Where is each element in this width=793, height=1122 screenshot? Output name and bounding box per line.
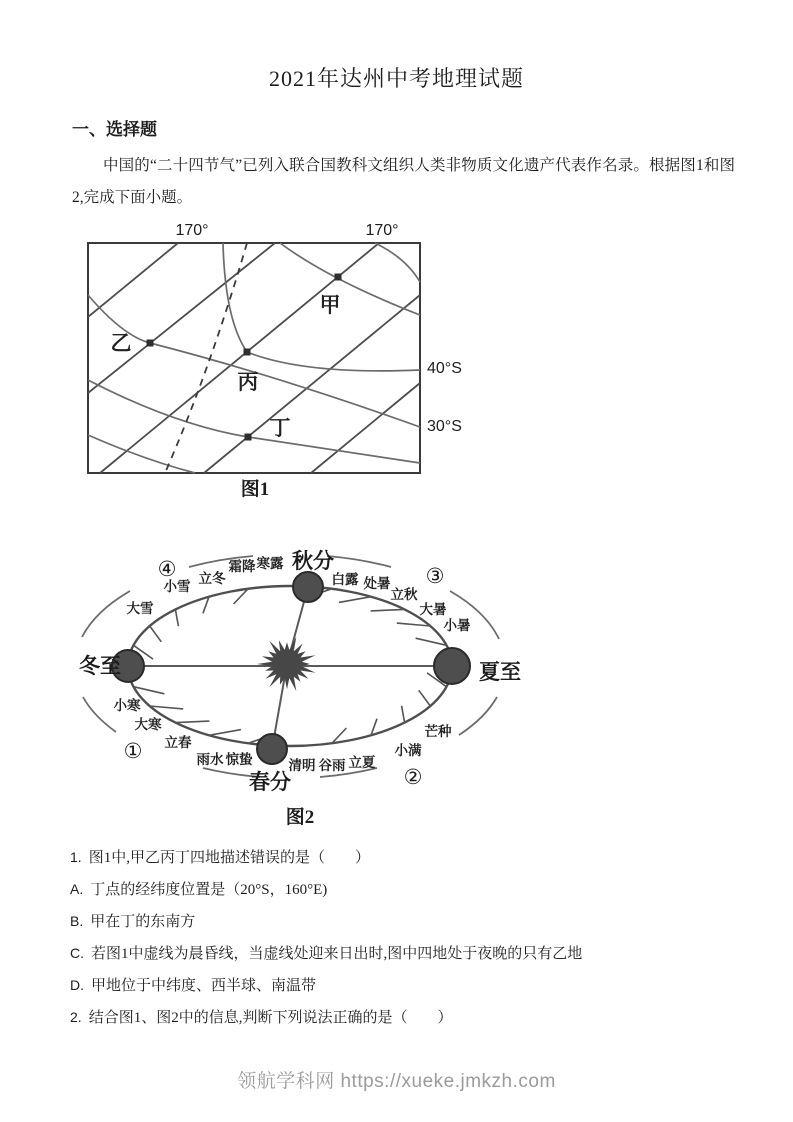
term-xiaoshu: 小暑 <box>443 618 471 633</box>
term-lidong: 立冬 <box>198 571 226 586</box>
point-marker-yi <box>147 340 154 347</box>
option-c-label: C. <box>70 945 84 961</box>
term-lixia: 立夏 <box>348 755 376 770</box>
option-a-text: 丁点的经纬度位置是（20°S，160°E) <box>90 882 328 898</box>
badge-1: ① <box>123 739 143 763</box>
point-marker-bing <box>244 349 251 356</box>
option-b-label: B. <box>70 913 84 929</box>
figure2-svg <box>55 536 615 804</box>
figure2-caption: 图2 <box>285 807 315 828</box>
term-liqiu: 立秋 <box>390 587 418 602</box>
option-d-label: D. <box>70 977 84 993</box>
option-d-text: 甲地位于中纬度、西半球、南温带 <box>91 978 317 994</box>
question-2 <box>70 1006 735 1029</box>
question-1-option-d <box>70 974 735 997</box>
section-heading: 一、选择题 <box>72 120 157 139</box>
figure1-caption: 图1 <box>240 479 270 500</box>
meridian-line <box>88 243 178 317</box>
term-bailu: 白露 <box>331 572 359 587</box>
term-dahan: 大寒 <box>134 717 162 732</box>
label-winter-solstice: 冬至 <box>79 654 121 678</box>
parallel-arc <box>280 243 420 315</box>
term-guyu: 谷雨 <box>318 758 346 773</box>
page-title: 2021年达州中考地理试题 <box>268 66 524 91</box>
sun-icon <box>257 637 316 691</box>
parallel-arc <box>375 243 420 282</box>
question-1-option-c <box>70 942 735 965</box>
parallel-arc-30s <box>88 295 420 427</box>
guide-arc <box>327 556 391 567</box>
figure1-svg <box>75 220 475 478</box>
term-xiaoxue: 小雪 <box>163 579 191 594</box>
figure2-orbit <box>55 536 793 804</box>
guide-arc <box>83 697 116 732</box>
term-dashu: 大暑 <box>419 602 447 617</box>
question-2-number: 2. <box>70 1009 82 1025</box>
term-hanlu: 寒露 <box>256 556 284 571</box>
question-1 <box>70 846 735 869</box>
question-1-option-b <box>70 910 735 933</box>
latitude-label-40s: 40°S <box>427 360 462 377</box>
term-lichun: 立春 <box>164 735 192 750</box>
question-1-option-a <box>70 878 735 901</box>
term-chushu: 处暑 <box>363 576 391 591</box>
term-daxue: 大雪 <box>126 601 154 616</box>
label-spring-equinox: 春分 <box>249 770 291 794</box>
point-label-jia: 甲 <box>319 293 341 317</box>
badge-4: ④ <box>157 557 177 581</box>
term-xiaoman: 小满 <box>394 743 422 758</box>
option-b-text: 甲在丁的东南方 <box>90 914 196 930</box>
earth-spring-equinox-icon <box>257 734 287 764</box>
term-qingming: 清明 <box>288 758 316 773</box>
point-marker-ding <box>245 434 252 441</box>
label-autumn-equinox: 秋分 <box>292 549 334 573</box>
parallel-arcs <box>88 243 420 473</box>
meridian-line <box>311 383 420 473</box>
badge-3: ③ <box>425 564 445 588</box>
watermark: 领航学科网 https://xueke.jmkzh.com <box>237 1071 556 1092</box>
intro-paragraph: 中国的“二十四节气”已列入联合国教科文组织人类非物质文化遗产代表作名录。根据图1和图2,完成下面小题。 <box>72 157 735 206</box>
point-marker-jia <box>335 274 342 281</box>
longitude-label-right: 170° <box>365 222 399 239</box>
term-mangzhong: 芒种 <box>424 724 452 739</box>
guide-arc <box>82 591 130 637</box>
term-jingzhe: 惊蛰 <box>225 752 253 767</box>
question-1-number: 1. <box>70 849 82 865</box>
earth-autumn-equinox-icon <box>293 572 323 602</box>
figure1-map <box>75 220 793 478</box>
point-label-ding: 丁 <box>269 416 291 440</box>
longitude-label-left: 170° <box>175 222 209 239</box>
label-summer-solstice: 夏至 <box>479 660 521 684</box>
latitude-label-30s: 30°S <box>427 418 462 435</box>
badge-2: ② <box>403 765 423 789</box>
term-xiaohan: 小寒 <box>113 698 141 713</box>
earth-summer-solstice-icon <box>434 648 470 684</box>
option-c-text: 若图1中虚线为晨昏线，当虚线处迎来日出时,图中四地处于夜晚的只有乙地 <box>91 946 583 962</box>
questions-block <box>70 846 735 1029</box>
question-2-text: 结合图1、图2中的信息,判断下列说法正确的是（ ） <box>88 1010 453 1026</box>
option-a-label: A. <box>70 881 84 897</box>
guide-arc <box>459 697 497 735</box>
term-yushui: 雨水 <box>196 752 224 767</box>
point-label-bing: 丙 <box>237 370 259 394</box>
point-label-yi: 乙 <box>110 331 132 355</box>
term-shuangjiang: 霜降 <box>228 559 256 574</box>
question-1-text: 图1中,甲乙丙丁四地描述错误的是（ ） <box>88 850 370 866</box>
